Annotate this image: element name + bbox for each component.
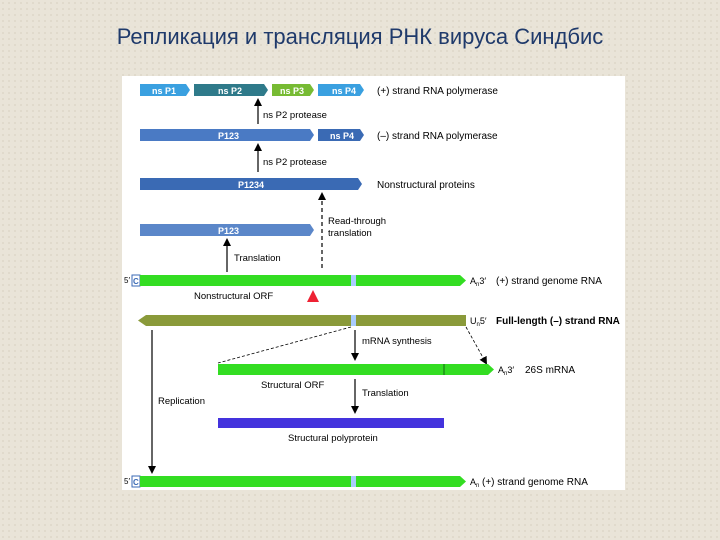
p123-label: P123 — [218, 131, 240, 141]
five-prime-label-2: 5′ — [124, 477, 130, 486]
projection-line-right — [466, 327, 486, 363]
nsp4b-label: ns P4 — [330, 131, 355, 141]
row-nsp-individual — [140, 84, 498, 97]
readthrough-label-1: Read-through — [328, 216, 387, 227]
translation-label-2: Translation — [362, 388, 409, 399]
row-26s-mrna — [218, 364, 575, 377]
un5-tail: 5′ — [479, 316, 487, 326]
diagram-panel — [122, 76, 625, 490]
row-p123-nsp4 — [140, 129, 498, 142]
projection-line-left — [218, 327, 351, 363]
mrna-26s-bar — [218, 364, 494, 375]
minus-polymerase-label: (–) strand RNA polymerase — [377, 131, 498, 142]
mrna-synthesis-label: mRNA synthesis — [362, 336, 432, 347]
an3-letter-1: A — [470, 276, 477, 286]
row-p123b — [140, 224, 314, 236]
nsp3-label: ns P3 — [280, 86, 305, 96]
five-prime-label-1: 5′ — [124, 276, 130, 285]
plus-polymerase-label: (+) strand RNA polymerase — [377, 86, 498, 97]
subgenomic-promoter-marker-3 — [351, 476, 356, 487]
cap-label-2: C — [133, 478, 139, 487]
un5-sub: n — [476, 322, 480, 328]
an3-label-3 — [470, 477, 479, 489]
p123b-label: P123 — [218, 226, 240, 236]
subgenomic-promoter-marker-2 — [351, 315, 356, 326]
plus-genome-label: (+) strand genome RNA — [496, 276, 602, 287]
minus-strand-bar — [138, 315, 466, 326]
structural-polyprotein-bar — [218, 418, 444, 428]
readthrough-label-2: translation — [328, 228, 372, 239]
cap-label-1: C — [133, 277, 139, 286]
translation-label-1: Translation — [234, 253, 281, 264]
an3-label-2 — [498, 365, 514, 377]
nsp2-label: ns P2 — [218, 86, 243, 96]
full-length-minus-label: Full-length (–) strand RNA — [496, 316, 620, 327]
nsp2-protease-label-2: ns P2 protease — [263, 157, 327, 168]
slide-title: Репликация и трансляция РНК вируса Синдбис — [116, 24, 604, 49]
stop-codon-marker — [307, 290, 319, 302]
nsp1-label: ns P1 — [152, 86, 177, 96]
un5-label — [470, 316, 487, 328]
row-plus-genome-2 — [124, 476, 588, 489]
sindbis-replication-diagram — [122, 76, 625, 490]
an3-letter-3: A — [470, 477, 477, 487]
plus-genome-2-bar — [140, 476, 466, 487]
nsp4-label: ns P4 — [332, 86, 357, 96]
nsp2-protease-label-1: ns P2 protease — [263, 110, 327, 121]
subgenomic-promoter-marker-1 — [351, 275, 356, 286]
an3-sub-3: n — [476, 483, 480, 489]
row-plus-genome — [124, 275, 602, 288]
an3-letter-2: A — [498, 365, 505, 375]
structural-orf-label: Structural ORF — [261, 380, 325, 391]
row-minus-full-length — [138, 315, 620, 328]
structural-polyprotein-label: Structural polyprotein — [288, 433, 378, 444]
an3-sub-1: n — [476, 282, 480, 288]
an3-sub-2: n — [504, 371, 508, 377]
nonstructural-orf-label: Nonstructural ORF — [194, 291, 274, 302]
un5-letter: U — [470, 316, 477, 326]
an3-tail-2: 3′ — [507, 365, 515, 375]
mrna-26s-label: 26S mRNA — [525, 365, 576, 376]
plus-genome-bar — [140, 275, 466, 286]
an3-label-1 — [470, 276, 486, 288]
p1234-label: P1234 — [238, 180, 265, 190]
nonstructural-proteins-label: Nonstructural proteins — [377, 180, 475, 191]
plus-genome-2-label: (+) strand genome RNA — [482, 477, 588, 488]
replication-label: Replication — [158, 396, 205, 407]
row-p1234 — [140, 178, 475, 191]
an3-tail-1: 3′ — [479, 276, 487, 286]
